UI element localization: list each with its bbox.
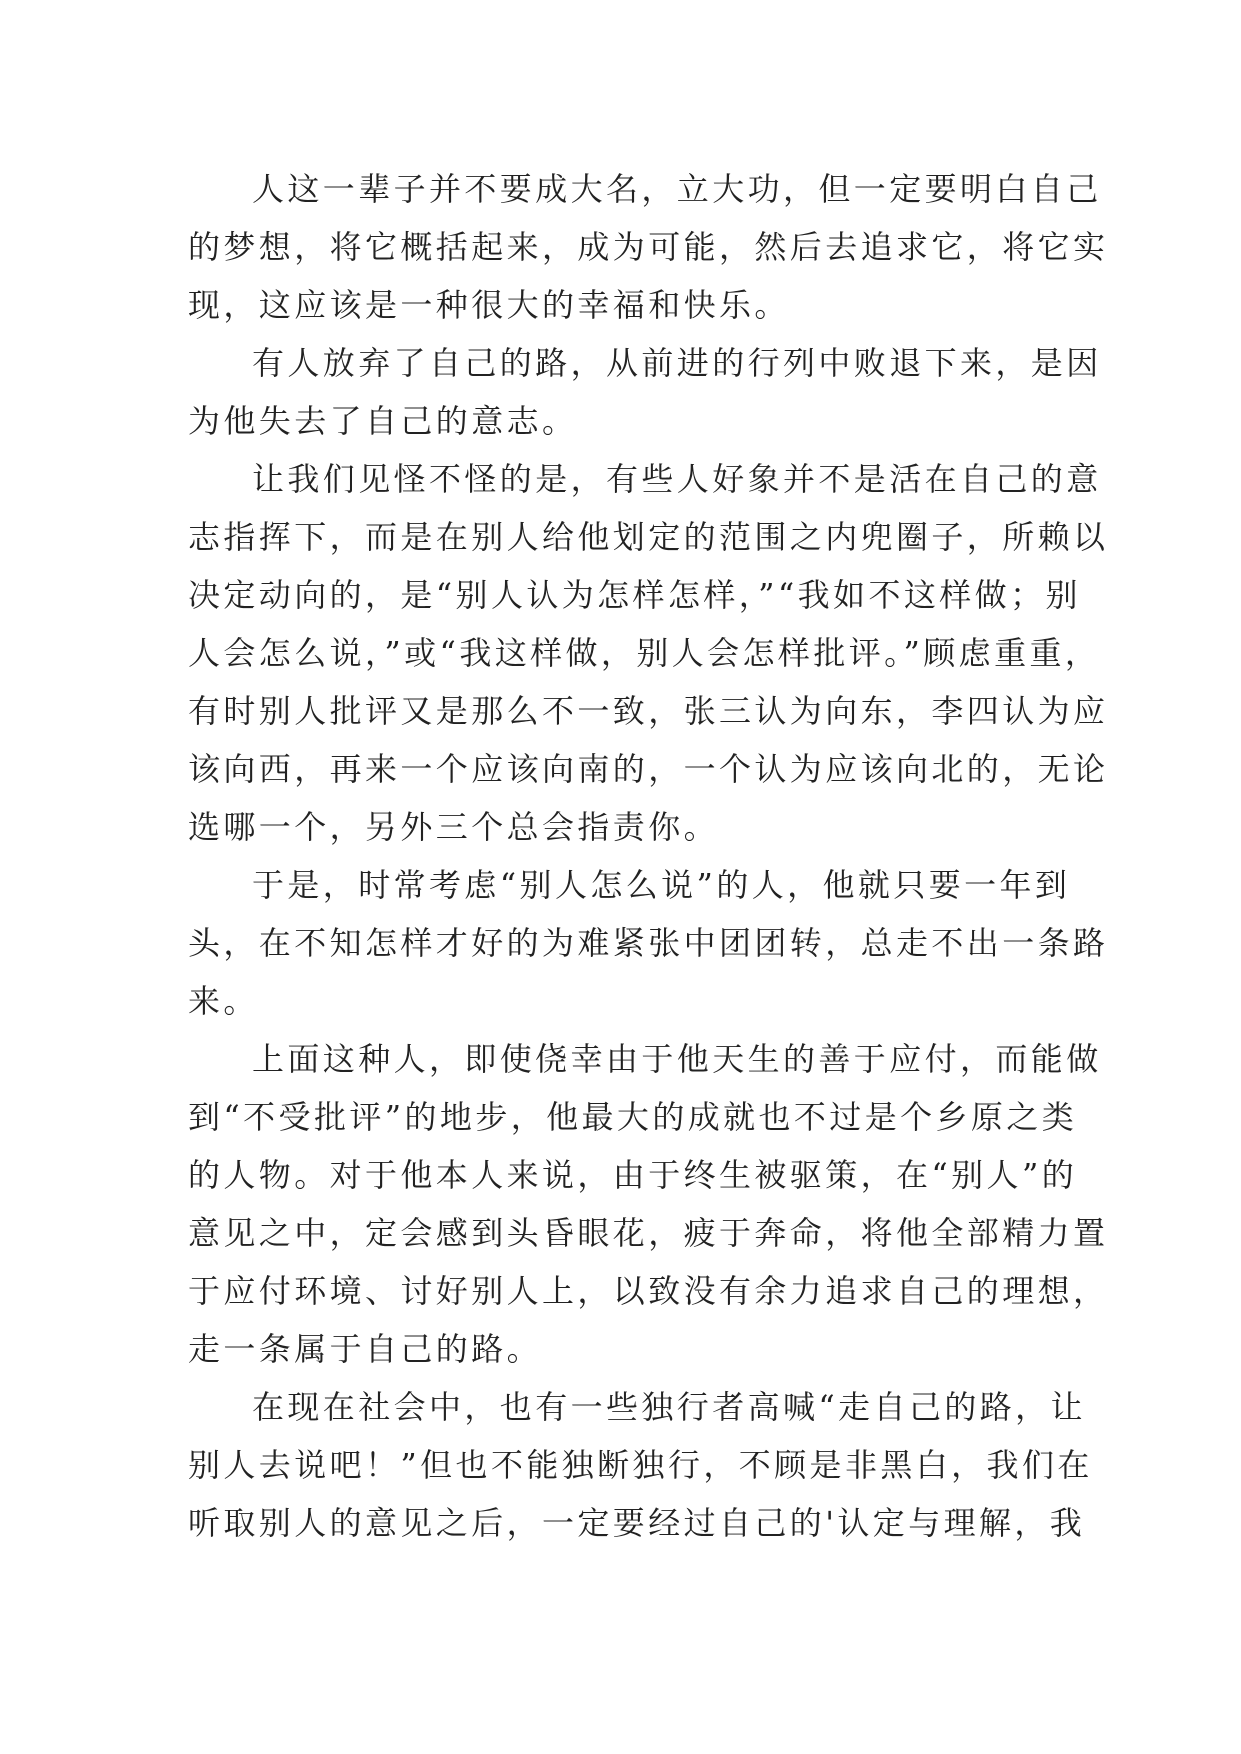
text-line: 的人物。对于他本人来说，由于终生被驱策，在“别人”的 [188,1156,1078,1194]
text-line: 的梦想，将它概括起来，成为可能，然后去追求它，将它实 [188,228,1109,266]
text-line: 走一条属于自己的路。 [188,1330,543,1368]
text-line: 该向西，再来一个应该向南的，一个认为应该向北的，无论 [188,750,1109,788]
text-line: 志指挥下，而是在别人给他划定的范围之内兜圈子，所赖以 [188,518,1109,556]
text-line: 人会怎么说，”或“我这样做，别人会怎样批评。”顾虑重重， [188,634,1101,672]
document-body [188,160,1109,1552]
paragraph-6 [188,1378,1093,1552]
text-line: 为他失去了自己的意志。 [188,402,578,440]
paragraph-5 [188,1030,1109,1378]
paragraph-3 [188,450,1109,856]
text-line: 于是，时常考虑“别人怎么说”的人，他就只要一年到 [252,866,1071,904]
text-line: 现，这应该是一种很大的幸福和快乐。 [188,286,790,324]
text-line: 到“不受批评”的地步，他最大的成就也不过是个乡原之类 [188,1098,1078,1136]
text-line: 决定动向的，是“别人认为怎样怎样，”“我如不这样做；别 [188,576,1081,614]
text-line: 选哪一个，另外三个总会指责你。 [188,808,720,846]
text-line: 意见之中，定会感到头昏眼花，疲于奔命，将他全部精力置 [188,1214,1109,1252]
paragraph-4 [188,856,1109,1030]
paragraph-1 [188,160,1109,334]
text-line: 头，在不知怎样才好的为难紧张中团团转，总走不出一条路 [188,924,1109,962]
text-line: 来。 [188,982,259,1020]
text-line: 于应付环境、讨好别人上，以致没有余力追求自己的理想， [188,1272,1109,1310]
text-line: 让我们见怪不怪的是，有些人好象并不是活在自己的意 [252,460,1102,498]
text-line: 上面这种人，即使侥幸由于他天生的善于应付，而能做 [252,1040,1102,1078]
text-line: 在现在社会中，也有一些独行者高喊“走自己的路，让 [252,1388,1086,1426]
paragraph-2 [188,334,1102,450]
text-line: 听取别人的意见之后，一定要经过自己的'认定与理解，我 [188,1504,1086,1542]
text-line: 人这一辈子并不要成大名，立大功，但一定要明白自己 [252,170,1102,208]
text-line: 别人去说吧！”但也不能独断独行，不顾是非黑白，我们在 [188,1446,1093,1484]
text-line: 有时别人批评又是那么不一致，张三认为向东，李四认为应 [188,692,1109,730]
text-line: 有人放弃了自己的路，从前进的行列中败退下来，是因 [252,344,1102,382]
